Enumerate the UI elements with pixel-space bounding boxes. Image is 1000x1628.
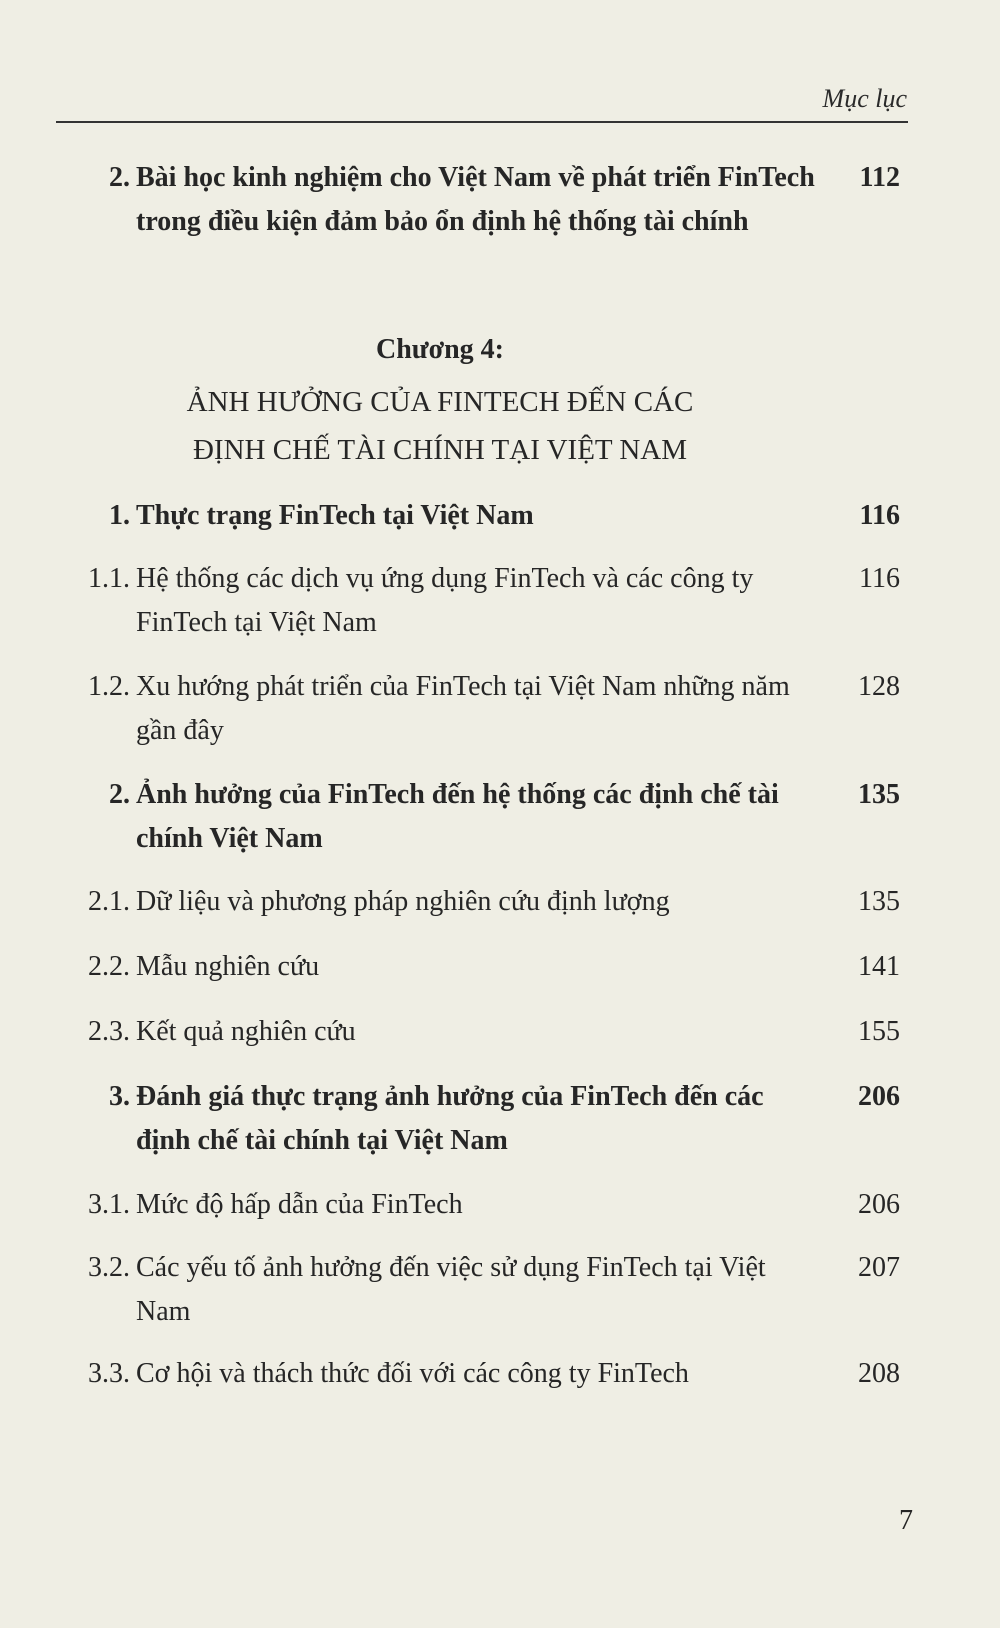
entry-title: Mức độ hấp dẫn của FinTech: [136, 1189, 463, 1220]
entry-title: Thực trạng FinTech tại Việt Nam: [136, 500, 534, 531]
entry-page: 116: [859, 500, 900, 531]
entry-number: 3.2.: [88, 1252, 130, 1283]
entry-number: 3.: [109, 1081, 130, 1112]
entry-title: Xu hướng phát triển của FinTech tại Việt Nam những năm gần đây: [136, 671, 790, 746]
entry-title: Dữ liệu và phương pháp nghiên cứu định lượng: [136, 886, 670, 917]
entry-page: 155: [858, 1016, 900, 1047]
entry-number: 2.3.: [88, 1016, 130, 1047]
entry-number: 3.3.: [88, 1358, 130, 1389]
entry-page: 128: [858, 671, 900, 702]
entry-number: 2.: [109, 162, 130, 193]
entry-page: 116: [859, 563, 900, 594]
entry-title: Kết quả nghiên cứu: [136, 1016, 356, 1047]
entry-page: 208: [858, 1358, 900, 1389]
entry-number: 2.1.: [88, 886, 130, 917]
entry-title: Cơ hội và thách thức đối với các công ty FinTech: [136, 1358, 689, 1389]
chapter-title-line1: ẢNH HƯỞNG CỦA FINTECH ĐẾN CÁC: [186, 386, 694, 418]
entry-page: 141: [858, 951, 900, 982]
running-head: Mục lục: [822, 84, 907, 113]
page-number: 7: [899, 1505, 913, 1536]
entry-title: Bài học kinh nghiệm cho Việt Nam về phát triển FinTech trong điều kiện đảm bảo ổn định hệ thống tài chính: [136, 162, 815, 237]
entry-page: 206: [858, 1189, 900, 1220]
entry-number: 1.1.: [88, 563, 130, 594]
entry-page: 135: [858, 886, 900, 917]
entry-number: 1.: [109, 500, 130, 531]
entry-page: 206: [858, 1081, 900, 1112]
entry-title: Ảnh hưởng của FinTech đến hệ thống các định chế tài chính Việt Nam: [136, 779, 779, 854]
entry-number: 3.1.: [88, 1189, 130, 1220]
entry-number: 2.: [109, 779, 130, 810]
chapter-label: Chương 4:: [376, 334, 504, 365]
entry-title: Hệ thống các dịch vụ ứng dụng FinTech và các công ty FinTech tại Việt Nam: [136, 563, 754, 638]
header-rule: [56, 121, 908, 123]
entry-page: 207: [858, 1252, 900, 1283]
entry-page: 112: [859, 162, 900, 193]
entry-number: 2.2.: [88, 951, 130, 982]
entry-title: Các yếu tố ảnh hưởng đến việc sử dụng FinTech tại Việt Nam: [136, 1252, 766, 1327]
entry-number: 1.2.: [88, 671, 130, 702]
entry-page: 135: [858, 779, 900, 810]
entry-title: Mẫu nghiên cứu: [136, 951, 320, 982]
entry-title: Đánh giá thực trạng ảnh hưởng của FinTech đến các định chế tài chính tại Việt Nam: [136, 1081, 764, 1156]
chapter-title-line2: ĐỊNH CHẾ TÀI CHÍNH TẠI VIỆT NAM: [192, 434, 688, 466]
